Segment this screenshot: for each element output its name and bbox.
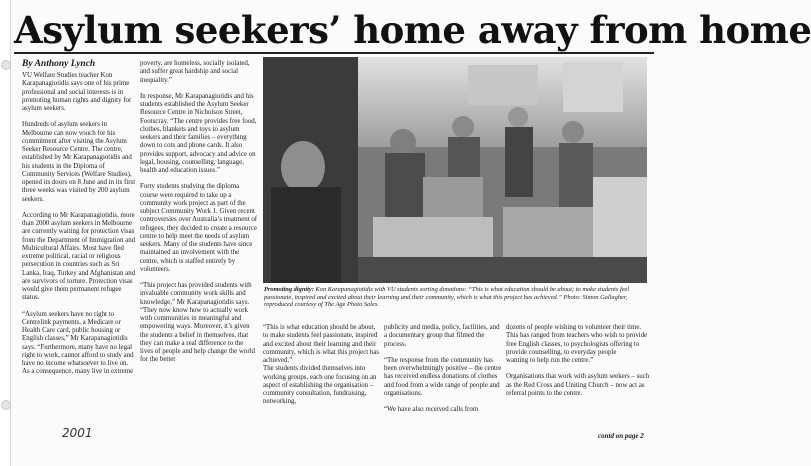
paragraph: “The response from the community has been overwhelmingly positive – the centre has received endless donations of clothes and food from a wide range of people and organisations. bbox=[384, 356, 502, 397]
continued-note: contd on page 2 bbox=[598, 432, 644, 440]
column-3 bbox=[263, 324, 380, 415]
paragraph: VU Welfare Studies teacher Kon Karapanagiotidis says one of his prime professional and social interests is in promoting human rights and dignity for asylum seekers. bbox=[22, 72, 132, 112]
byline: By Anthony Lynch bbox=[22, 59, 96, 69]
paragraph: Forty students studying the diploma course were required to take up a community work project as part of the subject Community Work 1. Given recent controversies over Australia’s treatment of refugees, they decided to create a resource centre to help meet the needs of asylum seekers. Many of the students have since maintained an involvement with the centre, which is staffed entirely by volunteers. bbox=[140, 183, 258, 273]
column-5 bbox=[506, 324, 651, 406]
paragraph: “We have also received calls from bbox=[384, 406, 479, 413]
paragraph: publicity and media, policy, facilities, and a documentary group that filmed the process. bbox=[384, 324, 500, 348]
photo-image bbox=[263, 57, 647, 283]
paragraph: “This project has provided students with invaluable community work skills and knowledge,” Mr Karapanagiotidis says. “They now know how to actually work with communities in meaningful and empowering ways. Moreover, it’s given the students a belief in themselves, that they can make a real difference to the lives of people and help change the world for the better bbox=[140, 282, 255, 364]
column-4 bbox=[384, 324, 502, 422]
punch-hole bbox=[1, 60, 11, 70]
paragraph: Organisations that work with asylum seekers – such as the Red Cross and Uniting Church – now act as referral points to the centre. bbox=[506, 373, 650, 397]
headline: Asylum seekers’ home away from home bbox=[14, 8, 811, 52]
paragraph: “This is what education should be about, to make students feel passionate, inspired and excited about their learning and their community, which is what this project has achieved.” The students divided themselves into working groups, each one focusing on an aspect of establishing the organisation – community consultation, fundraising, networking, bbox=[263, 324, 380, 406]
caption-text: Kon Karapanagiotidis with VU students sorting donations: “This is what education should be about; to make students feel passionate, inspired and excited about their learning and their community, which is what this project has achieved.” Photo: Simon Gallagher, reproduced courtesy of The Age Photo Sales. bbox=[264, 286, 630, 309]
paragraph: Hundreds of asylum seekers in Melbourne can now vouch for his commitment after visiting the Asylum Seeker Resource Centre. The centre, established by Mr Karapanagiotidis and his students in the Diploma of Community Services (Welfare Studies), opened its doors on 8 June and in its first three weeks was visited by 200 asylum seekers. bbox=[22, 121, 136, 203]
paragraph: poverty, are homeless, socially isolated, and suffer great hardship and social inequality.” bbox=[140, 60, 250, 84]
paragraph: According to Mr Karapanagiotidis, more than 2000 asylum seekers in Melbourne are currently waiting for protection visas from the Department of Immigration and Multicultural Affairs. Most have fled extreme political, racial or religious persecution in countries such as Sri Lanka, Iraq, Turkey and Afghanistan and are survivors of torture. Protection visas would give them permanent refugee status. bbox=[22, 211, 136, 302]
headline-rule bbox=[14, 52, 654, 54]
news-photo bbox=[263, 57, 647, 283]
paragraph: dozens of people wishing to volunteer their time. This has ranged from teachers who wish to provide free English classes, to psychologists offering to provide counselling, to everyday people wanting to help run the centre.” bbox=[506, 324, 648, 364]
caption-lead: Promoting dignity: bbox=[264, 286, 314, 293]
column-2 bbox=[140, 60, 258, 373]
punch-hole bbox=[1, 400, 11, 410]
photo-caption bbox=[264, 286, 649, 309]
paragraph: “Asylum seekers have no right to Centrelink payments, a Medicare or Health Care card, public housing or English classes,” Mr Karapanagiotidis says. “Furthermore, many have no legal right to work, cannot afford to study and have no income whatsoever to live on. As a consequence, many live in extreme bbox=[22, 310, 134, 376]
column-1 bbox=[22, 72, 137, 385]
handwritten-year: 2001 bbox=[62, 426, 93, 440]
paragraph: In response, Mr Karapanagiotidis and his students established the Asylum Seeker Resource Centre in Nicholson Street, Footscray. “The centre provides free food, clothes, blankets and toys to asylum seekers and their families – everything down to cots and phone cards. It also provides support, advocacy and advice on legal, housing, counselling, language, health and education issues.” bbox=[140, 92, 257, 174]
